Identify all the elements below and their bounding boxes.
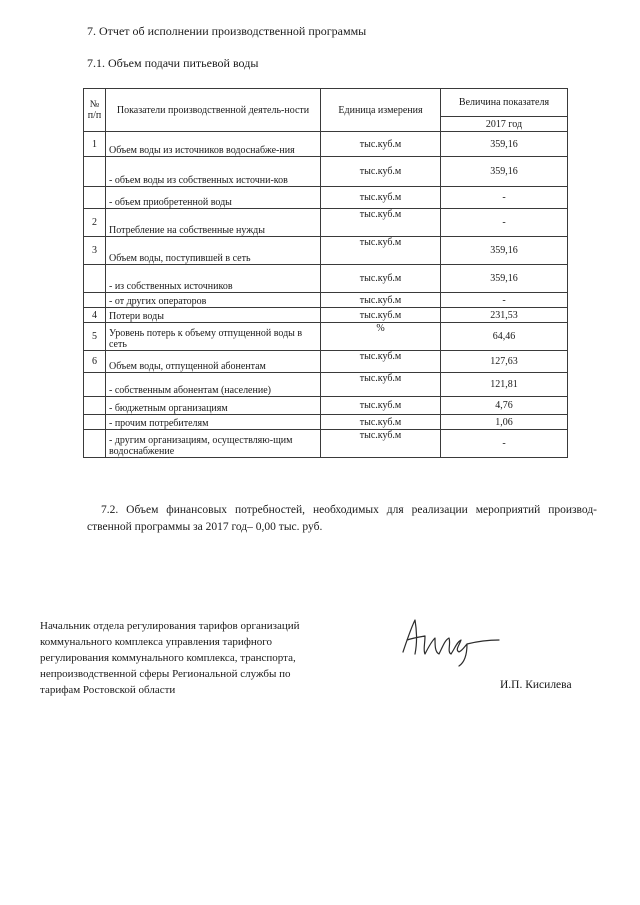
row-indicator: - прочим потребителям: [106, 415, 321, 430]
row-unit: тыс.куб.м: [321, 209, 441, 237]
row-indicator: Объем воды, поступившей в сеть: [106, 237, 321, 265]
header-value: Величина показателя: [441, 89, 568, 117]
row-unit: тыс.куб.м: [321, 187, 441, 209]
row-value: 231,53: [441, 308, 568, 323]
water-supply-table: [83, 88, 568, 458]
header-unit: Единица измерения: [321, 89, 441, 132]
row-indicator: - собственным абонентам (население): [106, 373, 321, 397]
row-indicator: - объем воды из собственных источни-ков: [106, 157, 321, 187]
header-indicator: Показатели производственной деятель-ности: [106, 89, 321, 132]
row-num: [84, 265, 106, 293]
row-indicator: - из собственных источников: [106, 265, 321, 293]
position-line: Начальник отдела регулирования тарифов организаций: [40, 620, 300, 632]
row-num: [84, 373, 106, 397]
row-unit: тыс.куб.м: [321, 265, 441, 293]
row-indicator: Потери воды: [106, 308, 321, 323]
subsection-title: 7.1. Объем подачи питьевой воды: [87, 56, 259, 70]
row-value: -: [441, 293, 568, 308]
row-indicator: Потребление на собственные нужды: [106, 209, 321, 237]
table-row: [84, 323, 568, 351]
header-year: 2017 год: [441, 117, 568, 132]
table-row: [84, 265, 568, 293]
row-value: 4,76: [441, 397, 568, 415]
table-row: [84, 187, 568, 209]
row-indicator: Объем воды из источников водоснабже-ния: [106, 132, 321, 157]
row-unit: тыс.куб.м: [321, 308, 441, 323]
row-unit: тыс.куб.м: [321, 351, 441, 373]
row-indicator: Объем воды, отпущенной абонентам: [106, 351, 321, 373]
table-row: [84, 373, 568, 397]
row-num: 5: [84, 323, 106, 351]
row-num: [84, 415, 106, 430]
table-row: [84, 415, 568, 430]
row-value: -: [441, 430, 568, 458]
row-value: -: [441, 209, 568, 237]
header-num: № п/п: [84, 89, 106, 132]
row-unit: %: [321, 323, 441, 351]
row-unit: тыс.куб.м: [321, 430, 441, 458]
financial-note: [87, 502, 597, 536]
row-indicator: - объем приобретенной воды: [106, 187, 321, 209]
row-indicator: Уровень потерь к объему отпущенной воды в сеть: [106, 323, 321, 351]
signatory-position: [40, 618, 380, 698]
row-unit: тыс.куб.м: [321, 373, 441, 397]
row-num: [84, 430, 106, 458]
row-num: [84, 187, 106, 209]
table-row: [84, 209, 568, 237]
row-unit: тыс.куб.м: [321, 415, 441, 430]
table-row: [84, 293, 568, 308]
position-line: непроизводственной сферы Региональной службы по: [40, 668, 291, 680]
row-value: -: [441, 187, 568, 209]
row-num: [84, 293, 106, 308]
row-value: 359,16: [441, 237, 568, 265]
row-value: 127,63: [441, 351, 568, 373]
row-unit: тыс.куб.м: [321, 397, 441, 415]
row-value: 64,46: [441, 323, 568, 351]
table-row: [84, 351, 568, 373]
row-num: 2: [84, 209, 106, 237]
row-value: 359,16: [441, 157, 568, 187]
table-row: [84, 430, 568, 458]
position-line: тарифам Ростовской области: [40, 684, 176, 696]
row-num: [84, 157, 106, 187]
table-row: [84, 157, 568, 187]
row-value: 359,16: [441, 265, 568, 293]
row-value: 121,81: [441, 373, 568, 397]
table-row: [84, 397, 568, 415]
row-value: 359,16: [441, 132, 568, 157]
row-unit: тыс.куб.м: [321, 157, 441, 187]
row-indicator: - другим организациям, осуществляю-щим водоснабжение: [106, 430, 321, 458]
row-indicator: - бюджетным организациям: [106, 397, 321, 415]
row-num: 4: [84, 308, 106, 323]
row-num: 3: [84, 237, 106, 265]
row-indicator: - от других операторов: [106, 293, 321, 308]
table-row: [84, 237, 568, 265]
row-num: [84, 397, 106, 415]
row-num: 6: [84, 351, 106, 373]
section-title: 7. Отчет об исполнении производственной программы: [87, 24, 367, 38]
row-unit: тыс.куб.м: [321, 132, 441, 157]
row-value: 1,06: [441, 415, 568, 430]
signatory-name: И.П. Кисилева: [500, 679, 572, 691]
row-unit: тыс.куб.м: [321, 293, 441, 308]
table-row: [84, 308, 568, 323]
position-line: регулирования коммунального комплекса, транспорта,: [40, 652, 296, 664]
position-line: коммунального комплекса управления тарифного: [40, 636, 272, 648]
row-unit: тыс.куб.м: [321, 237, 441, 265]
financial-note-text: 7.2. Объем финансовых потребностей, необходимых для реализации мероприятий производ-ственной программы за 2017 год– 0,00 тыс. руб.: [87, 504, 597, 533]
handwritten-signature: [395, 610, 505, 670]
row-num: 1: [84, 132, 106, 157]
table-row: [84, 132, 568, 157]
